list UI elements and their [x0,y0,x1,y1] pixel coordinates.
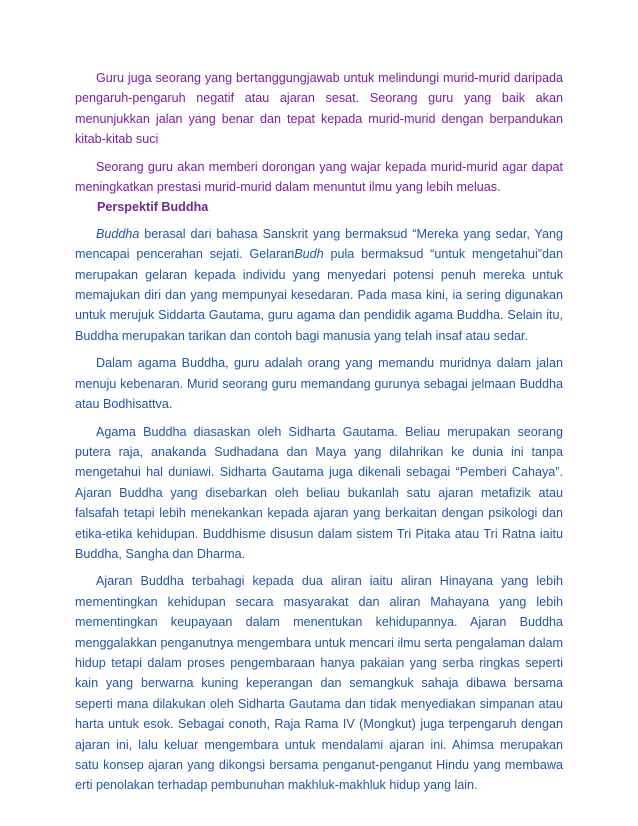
paragraph-buddha-meaning [75,224,563,346]
term-buddha: Buddha [96,226,140,241]
paragraph-guru-responsibility: Guru juga seorang yang bertanggungjawab untuk melindungi murid-murid daripada pengaruh-pengaruh negatif atau ajaran sesat. Seorang guru yang baik akan menunjukkan jalan yang benar dan tepat kepada murid-murid dengan berpandukan kitab-kitab suci [75,71,563,147]
paragraph-guru-encouragement: Seorang guru akan memberi dorongan yang wajar kepada murid-murid agar dapat meningkatkan prestasi murid-murid dalam menuntut ilmu yang lebih meluas. [75,159,563,195]
paragraph-buddha-text-2: pula bermaksud “untuk mengetahui”dan merupakan gelaran kepada individu yang menyedari potensi penuh mereka untuk memajukan diri dan yang mempunyai kesedaran. Pada masa kini, ia sering digunakan untuk merujuk Siddarta Gautama, guru agama dan pendidik agama Buddha. Selain itu, Buddha merupakan tarikan dan contoh bagi manusia yang telah insaf atau sedar. [75,247,563,343]
paragraph-guru-in-buddhism: Dalam agama Buddha, guru adalah orang yang memandu muridnya dalam jalan menuju kebenaran. Murid seorang guru memandang gurunya sebagai jelmaan Buddha atau Bodhisattva. [75,356,563,412]
document-page [75,68,563,796]
paragraph-buddhist-schools: Ajaran Buddha terbahagi kepada dua aliran iaitu aliran Hinayana yang lebih mementingkan kehidupan secara masyarakat dan aliran Mahayana yang lebih mementingkan keupayaan dalam menentukan kehidupannya. Ajaran Buddha menggalakkan penganutnya mengembara untuk mencari ilmu serta pengalaman dalam hidup tetapi dalam proses pengembaraan hanya pakaian yang serba ringkas seperti kain yang berwarna kuning keperangan dan semangkuk sahaja dibawa bersama seperti mana dilakukan oleh Sidharta Gautama dan tidak menyediakan simpanan atau harta untuk esok. Sebagai conoth, Raja Rama IV (Mongkut) juga terpengaruh dengan ajaran ini, lalu keluar mengembara untuk mendalami ajaran ini. Ahimsa merupakan satu konsep ajaran yang dikongsi bersama penganut-penganut Hindu yang membawa erti penolakan terhadap pembunuhan makhluk-makhluk hidup yang lain. [75,574,563,793]
paragraph-buddha-text-1: berasal dari bahasa Sanskrit yang bermaksud “Mereka yang sedar, Yang mencapai pencerahan sejati. Gelaran [75,226,563,262]
paragraph-sidharta-gautama: Agama Buddha diasaskan oleh Sidharta Gautama. Beliau merupakan seorang putera raja, anakanda Sudhadana dan Maya yang dilahrikan ke dunia ini tanpa mengetahui hal duniawi. Sidharta Gautama juga dikenali sebagai “Pemberi Cahaya”. Ajaran Buddha yang disebarkan oleh beliau bukanlah satu ajaran metafizik atau falsafah tetapi lebih menekankan kepada ajaran yang berkaitan dengan psikologi dan etika-etika kehidupan. Buddhisme disusun dalam sistem Tri Pitaka atau Tri Ratna iaitu Buddha, Sangha dan Dharma. [75,424,563,561]
term-budh: Budh [294,247,324,262]
section-heading: Perspektif Buddha [97,200,209,215]
